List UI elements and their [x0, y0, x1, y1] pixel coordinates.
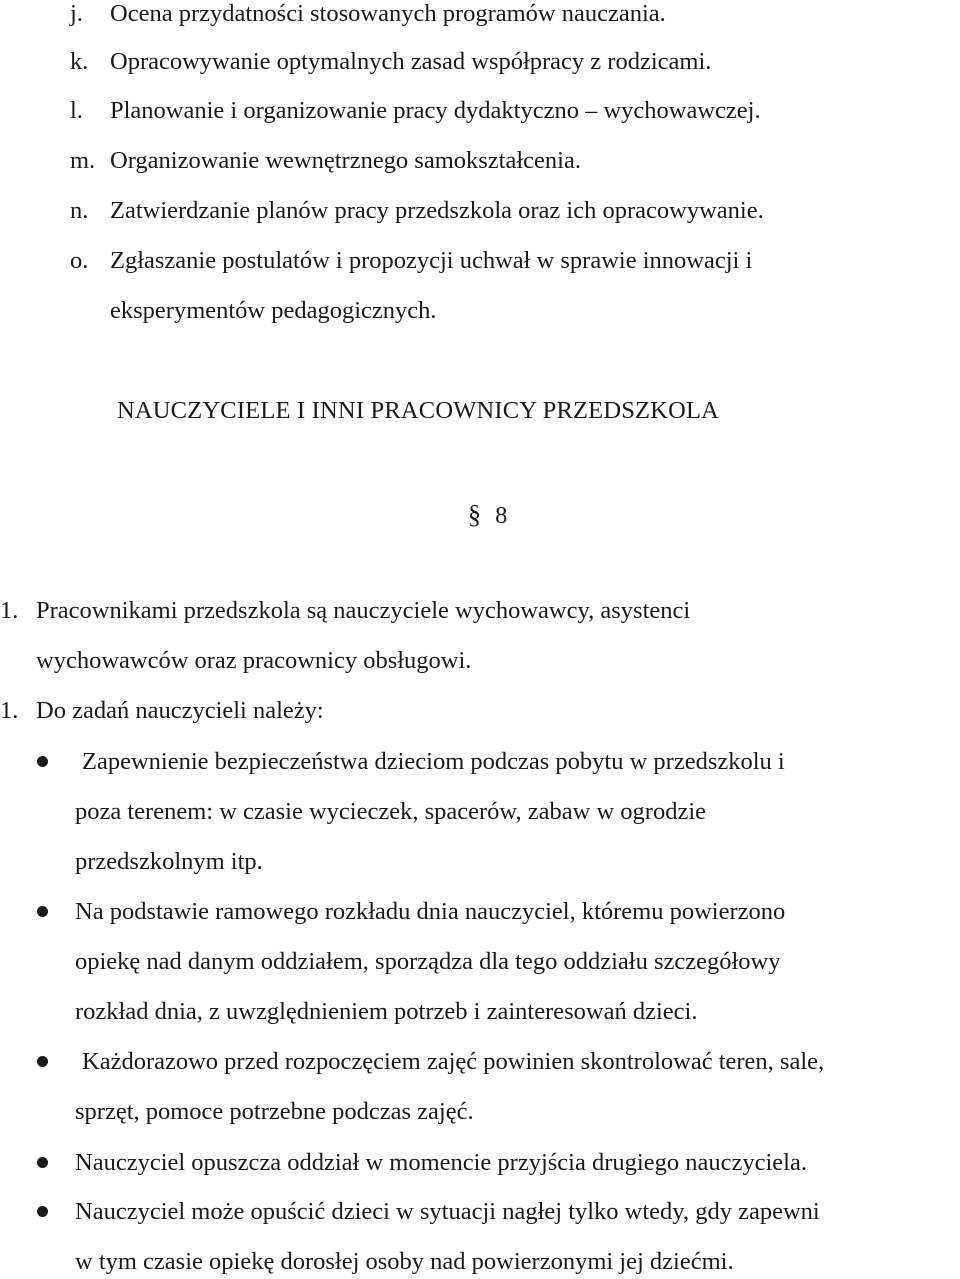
numbered-label: 1.: [0, 597, 19, 624]
bullet-dot-icon: [37, 756, 48, 767]
bullet-text-continued: rozkład dnia, z uwzględnieniem potrzeb i zainteresowań dzieci.: [75, 998, 698, 1025]
bullet-text: Na podstawie ramowego rozkładu dnia nauczyciel, któremu powierzono: [75, 898, 786, 925]
bullet-text-continued: sprzęt, pomoce potrzebne podczas zajęć.: [75, 1098, 474, 1125]
numbered-label: 1.: [0, 697, 19, 724]
section-heading: NAUCZYCIELE I INNI PRACOWNICY PRZEDSZKOLA: [117, 397, 720, 424]
section-number: 8: [495, 502, 508, 529]
bullet-dot-icon: [37, 906, 48, 917]
section-symbol: §: [468, 500, 481, 529]
list-text: Planowanie i organizowanie pracy dydaktyczno – wychowawczej.: [110, 97, 761, 124]
bullet-text-continued: w tym czasie opiekę dorosłej osoby nad powierzonymi jej dziećmi.: [75, 1248, 734, 1275]
numbered-text: Pracownikami przedszkola są nauczyciele wychowawcy, asystenci: [36, 597, 691, 624]
bullet-text: Zapewnienie bezpieczeństwa dzieciom podczas pobytu w przedszkolu i: [82, 748, 785, 775]
list-label: k.: [70, 48, 89, 75]
section-marker: [468, 502, 507, 529]
list-label: m.: [70, 147, 96, 174]
bullet-text: Nauczyciel może opuścić dzieci w sytuacji nagłej tylko wtedy, gdy zapewni: [75, 1198, 820, 1225]
list-text: Zgłaszanie postulatów i propozycji uchwał w sprawie innowacji i: [110, 247, 753, 274]
bullet-dot-icon: [37, 1056, 48, 1067]
bullet-text-continued: przedszkolnym itp.: [75, 848, 263, 875]
bullet-text: Każdorazowo przed rozpoczęciem zajęć powinien skontrolować teren, sale,: [82, 1048, 825, 1075]
bullet-text-continued: opiekę nad danym oddziałem, sporządza dla tego oddziału szczegółowy: [75, 948, 781, 975]
bullet-dot-icon: [37, 1157, 48, 1168]
list-text: Organizowanie wewnętrznego samokształcenia.: [110, 147, 581, 174]
list-label: n.: [70, 197, 89, 224]
bullet-dot-icon: [37, 1206, 48, 1217]
list-text: Zatwierdzanie planów pracy przedszkola oraz ich opracowywanie.: [110, 197, 764, 224]
list-text: Ocena przydatności stosowanych programów nauczania.: [110, 0, 666, 27]
bullet-text: Nauczyciel opuszcza oddział w momencie przyjścia drugiego nauczyciela.: [75, 1149, 807, 1176]
list-label: j.: [70, 0, 83, 27]
numbered-text: Do zadań nauczycieli należy:: [36, 697, 324, 724]
list-label: o.: [70, 247, 89, 274]
list-text-continued: eksperymentów pedagogicznych.: [110, 297, 437, 324]
numbered-text-continued: wychowawców oraz pracownicy obsługowi.: [36, 647, 472, 674]
list-text: Opracowywanie optymalnych zasad współpracy z rodzicami.: [110, 48, 712, 75]
bullet-text-continued: poza terenem: w czasie wycieczek, spacerów, zabaw w ogrodzie: [75, 798, 706, 825]
list-label: l.: [70, 97, 83, 124]
